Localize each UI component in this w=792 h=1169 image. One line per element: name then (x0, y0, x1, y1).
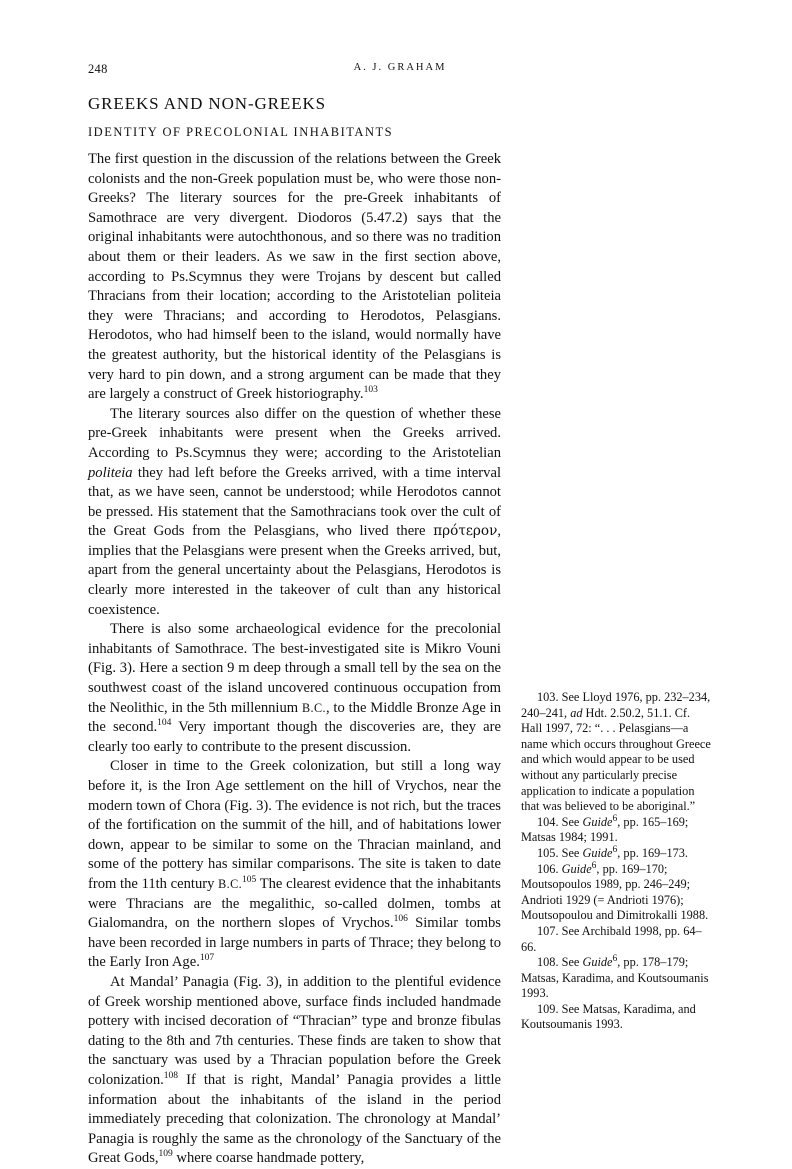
paragraph-5 (88, 973, 501, 1169)
footnote-number: 109. (537, 1001, 559, 1016)
footnote-text-after: , pp. 169–173. (617, 845, 688, 860)
p2-text-b: they had left before the Greeks arrived, with a time interval that, as we have seen, cannot be understood; while Herodotos cannot be pressed. His statement that the Samothracians took over the cult of the Great Gods from the Pelasgians, who lived there (88, 464, 501, 540)
footnote-105 (521, 846, 711, 862)
section-heading: GREEKS AND NON-GREEKS (88, 94, 327, 113)
subsection-heading: IDENTITY OF PRECOLONIAL INHABITANTS (88, 125, 394, 139)
main-text-column (88, 94, 501, 1169)
footnote-text-before: See (561, 845, 583, 860)
p4-text-a: Closer in time to the Greek colonization, but still a long way before it, is the Iron Age settlement on the hill of Vrychos, near the modern town of Chora (Fig. 3). The evidence is not rich, but the traces of the fortification on the summit of the hill, and of habitations lower down, appear to be similar to some on the Thracian mainland, and some of the pottery has similar comparisons. The site is taken to date from the 11th century (88, 758, 501, 892)
footnote-text-after: , pp. 169–170; Moutsopoulos 1989, pp. 246–249; Andrioti 1929 (= Andrioti 1976); Moutsopoulou and Dimitrokalli 1988. (521, 861, 709, 923)
p3-smallcaps-bc: B.C. (301, 700, 326, 715)
footnote-superscript: 6 (591, 860, 597, 871)
p3-text-b: , to the Middle Bronze Age in the second. (88, 699, 501, 736)
footnote-text-after: Hdt. 2.50.2, 51.1. Cf. Hall 1997, 72: “. . . Pelasgians—a name which occurs throughout Greece and which would appear to be used without any particularly precise application to indicate a population that was believed to be aboriginal.” (521, 705, 711, 814)
p3-text-a: There is also some archaeological evidence for the precolonial inhabitants of Samothrace. The best-investigated site is Mikro Vouni (Fig. 3). Here a section 9 m deep through a small tell by the sea on the southwest coast of the island uncovered continuous occupation from the Neolithic, in the 5th millennium (88, 621, 501, 716)
p4-smallcaps-bc: B.C. (218, 876, 243, 891)
footnote-italic: Guide (561, 861, 592, 876)
p2-greek-proteron: πρότερον (433, 523, 498, 540)
footnote-ref-104[interactable]: 104 (157, 718, 172, 729)
footnote-108 (521, 955, 711, 1002)
paragraph-3 (88, 620, 501, 757)
p2-text-c: , implies that the Pelasgians were present when the Greeks arrived, but, apart from the general uncertainty about the Pelasgians, Herodotos is clearly more interested in the takeover of cult than any historical coexistence. (88, 523, 501, 618)
footnote-number: 104. (537, 814, 559, 829)
p2-text-a: The literary sources also differ on the question of whether these pre-Greek inhabitants were present when the Greeks arrived. According to Ps.Scymnus they were; according to the Aristotelian (88, 405, 501, 461)
footnote-ref-109[interactable]: 109 (158, 1149, 173, 1160)
footnote-text-before: See (561, 955, 583, 970)
footnote-ref-105[interactable]: 105 (242, 875, 257, 886)
footnote-104 (521, 815, 711, 846)
footnote-italic: Guide (582, 845, 613, 860)
footnote-superscript: 6 (612, 954, 618, 964)
running-head (88, 62, 712, 78)
p4-text-b: The clearest evidence that the inhabitants were Thracians are the megalithic, so-called dolmen, tombs at Gialomandra, on the northern slopes of Vrychos. (88, 875, 501, 932)
p1-text: The first question in the discussion of the relations between the Greek colonists and the non-Greek population must be, who were those non-Greeks? The literary sources for the pre-Greek inhabitants of Samothrace are very divergent. Diodoros (5.47.2) says that the original inhabitants were autochthonous, and so there was no tradition about them or their leaders. As we saw in the first section above, according to Ps.Scymnus they were Trojans by descent but called Thracians from their location; according to the Aristotelian politeia they were Thracians; and according to Herodotos, Pelasgians. Herodotos, who had himself been to the island, would normally have the greatest authority, but the historical identity of the Pelasgians is very hard to pin down, and a strong argument can be made that they are largely a construct of Greek historiography. (88, 151, 501, 403)
footnote-ref-107[interactable]: 107 (199, 953, 215, 964)
p5-text-c: where coarse handmade pottery, (172, 1150, 365, 1167)
running-head-title: A. J. GRAHAM (353, 62, 447, 73)
footnote-number: 105. (537, 845, 559, 860)
footnote-number: 108. (537, 955, 559, 970)
page-number: 248 (88, 62, 108, 76)
paragraph-1 (88, 150, 501, 405)
footnote-superscript: 6 (612, 813, 618, 824)
footnote-text-before: See Matsas, Karadima, and Koutsoumanis 1993. (521, 1001, 696, 1032)
paragraph-4 (88, 757, 501, 973)
footnote-text-after: , pp. 165–169; Matsas 1984; 1991. (521, 814, 689, 845)
footnote-number: 107. (537, 923, 559, 938)
footnote-103 (521, 690, 711, 815)
footnote-106 (521, 862, 711, 924)
footnotes-column (521, 690, 711, 1033)
p3-text-c: Very important though the discoveries are, they are clearly too early to contribute to the present discussion. (88, 719, 501, 755)
footnote-ref-108[interactable]: 108 (163, 1071, 179, 1082)
footnote-number: 106. (537, 861, 559, 876)
footnote-italic: ad (570, 705, 583, 720)
footnote-text-before: See Archibald 1998, pp. 64–66. (521, 923, 702, 954)
footnote-107 (521, 924, 711, 955)
p5-text-a: At Mandal’ Panagia (Fig. 3), in addition to the plentiful evidence of Greek worship mentioned above, surface finds included handmade pottery with incised decoration of “Thracian” type and bronze fibulas dating to the 8th and 7th centuries. These finds are taken to show that the sanctuary was used by a Thracian population before the Greek colonization. (88, 973, 501, 1088)
p5-text-b: If that is right, Mandal’ Panagia provides a little information about the inhabitants of the island in the period immediately preceding that colonization. The chronology at Mandal’ Panagia is roughly the same as the chronology of the Sanctuary of the Great Gods, (88, 1071, 501, 1167)
footnote-italic: Guide (582, 814, 613, 829)
footnote-text-after: , pp. 178–179; Matsas, Karadima, and Koutsoumanis 1993. (521, 955, 709, 1001)
footnote-text-before: See (561, 814, 583, 829)
p4-text-c: Similar tombs have been recorded in large numbers in parts of Thrace; they belong to the Early Iron Age. (88, 915, 501, 971)
footnote-109 (521, 1002, 711, 1033)
footnote-number: 103. (537, 690, 559, 704)
p2-italic-politeia: politeia (88, 464, 133, 481)
footnote-text-before: See Lloyd 1976, pp. 232–234, 240–241, (521, 690, 711, 720)
footnote-italic: Guide (582, 955, 613, 970)
footnote-ref-106[interactable]: 106 (393, 914, 408, 925)
footnote-ref-103[interactable]: 103 (363, 385, 378, 396)
footnote-superscript: 6 (612, 844, 618, 855)
paragraph-2 (88, 405, 501, 621)
